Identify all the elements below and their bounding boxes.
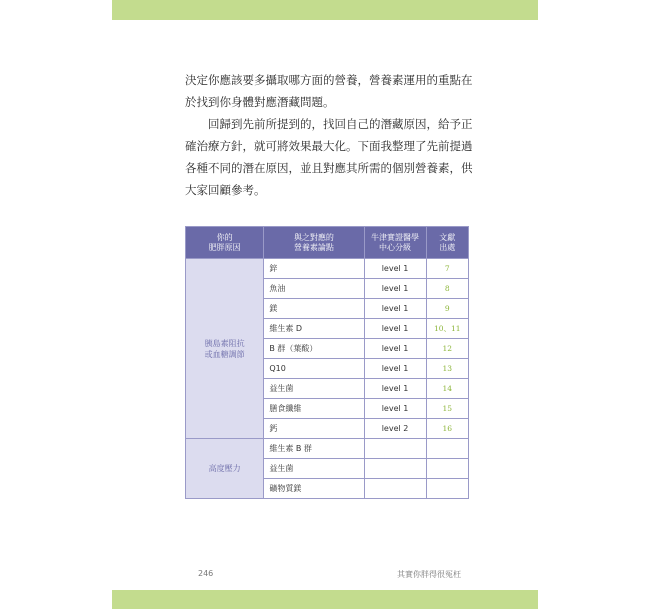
source-cell: 7 — [426, 259, 468, 279]
paragraph-2 — [185, 113, 475, 201]
table-header-row — [186, 227, 469, 259]
header-cause: 你的 肥胖原因 — [186, 227, 264, 259]
running-title: 其實你胖得很冤枉 — [397, 570, 461, 579]
header-level: 牛津實證醫學 中心分級 — [364, 227, 426, 259]
header-nutrient: 與之對應的 營養素論點 — [264, 227, 364, 259]
level-cell: level 1 — [364, 359, 426, 379]
source-cell: 16 — [426, 419, 468, 439]
nutrient-cell: 維生素 B 群 — [264, 439, 364, 459]
level-cell: level 2 — [364, 419, 426, 439]
paragraph-1 — [185, 69, 475, 113]
level-cell: level 1 — [364, 339, 426, 359]
top-color-band — [112, 0, 538, 20]
level-cell: level 1 — [364, 319, 426, 339]
level-cell: level 1 — [364, 379, 426, 399]
header-source: 文獻 出處 — [426, 227, 468, 259]
nutrient-cell: 膳食纖維 — [264, 399, 364, 419]
nutrient-cell: B 群（葉酸） — [264, 339, 364, 359]
source-cell: 12 — [426, 339, 468, 359]
level-cell: level 1 — [364, 399, 426, 419]
level-cell — [364, 439, 426, 459]
cause-cell-stress: 高度壓力 — [186, 439, 264, 499]
source-cell — [426, 479, 468, 499]
source-cell: 10、11 — [426, 319, 468, 339]
level-cell: level 1 — [364, 259, 426, 279]
source-cell: 14 — [426, 379, 468, 399]
source-cell: 13 — [426, 359, 468, 379]
paragraph-2-text: 回歸到先前所提到的，找回自己的潛藏原因，給予正確治療方針，就可將效果最大化。下面我整理了先前提過各種不同的潛在原因，並且對應其所需的個別營養素，供大家回顧參考。 — [185, 117, 473, 197]
source-cell: 9 — [426, 299, 468, 319]
source-cell — [426, 459, 468, 479]
source-cell: 15 — [426, 399, 468, 419]
table-row — [186, 439, 469, 459]
level-cell: level 1 — [364, 299, 426, 319]
nutrient-cell: 益生菌 — [264, 379, 364, 399]
nutrient-cell: 益生菌 — [264, 459, 364, 479]
level-cell: level 1 — [364, 279, 426, 299]
paragraph-1-text: 決定你應該要多攝取哪方面的營養，營養素運用的重點在於找到你身體對應潛藏問題。 — [185, 73, 473, 109]
nutrient-cell: Q10 — [264, 359, 364, 379]
source-cell: 8 — [426, 279, 468, 299]
nutrient-table — [185, 226, 469, 499]
level-cell — [364, 459, 426, 479]
source-cell — [426, 439, 468, 459]
page-number: 246 — [198, 569, 214, 578]
level-cell — [364, 479, 426, 499]
nutrient-cell: 維生素 D — [264, 319, 364, 339]
bottom-color-band — [112, 590, 538, 609]
nutrient-cell: 魚油 — [264, 279, 364, 299]
nutrient-cell: 鈣 — [264, 419, 364, 439]
nutrient-cell: 鎂 — [264, 299, 364, 319]
nutrient-cell: 鋅 — [264, 259, 364, 279]
cause-cell-insulin: 胰島素阻抗 或血糖調節 — [186, 259, 264, 439]
table-row — [186, 259, 469, 279]
nutrient-cell: 礦物質鎂 — [264, 479, 364, 499]
